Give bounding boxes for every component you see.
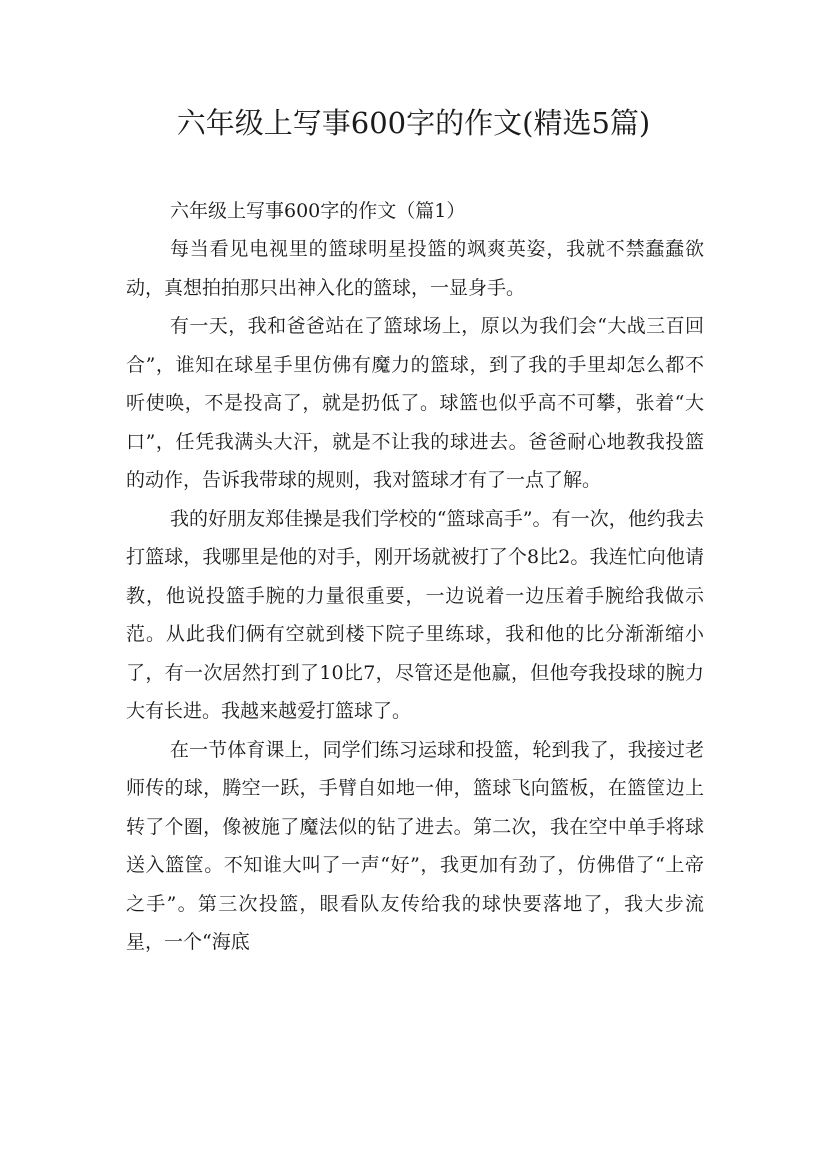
paragraph-2: 有一天，我和爸爸站在了篮球场上，原以为我们会“大战三百回合”，谁知在球星手里仿佛有魔力的篮球，到了我的手里却怎么都不听使唤，不是投高了，就是扔低了。球篮也似乎高不可攀，张着“大口”，任凭我满头大汗，就是不让我的球进去。爸爸耐心地教我投篮的动作，告诉我带球的规则，我对篮球才有了一点了解。 — [126, 315, 704, 491]
paragraph-1: 每当看见电视里的篮球明星投篮的飒爽英姿，我就不禁蠢蠢欲动，真想拍拍那只出神入化的篮球，一显身手。 — [126, 238, 704, 299]
document-title: 六年级上写事600字的作文(精选5篇) — [176, 106, 651, 140]
article-body — [126, 192, 704, 962]
paragraph-4: 在一节体育课上，同学们练习运球和投篮，轮到我了，我接过老师传的球，腾空一跃，手臂自如地一伸，篮球飞向篮板，在篮筐边上转了个圈，像被施了魔法似的钻了进去。第二次，我在空中单手将球送入篮筐。不知谁大叫了一声“好”，我更加有劲了，仿佛借了“上帝之手”。第三次投篮，眼看队友传给我的球快要落地了，我大步流星，一个“海底 — [126, 738, 704, 953]
paragraph-3: 我的好朋友郑佳操是我们学校的“篮球高手”。有一次，他约我去打篮球，我哪里是他的对手，刚开场就被打了个8比2。我连忙向他请教，他说投篮手腕的力量很重要，一边说着一边压着手腕给我做示范。从此我们俩有空就到楼下院子里练球，我和他的比分渐渐缩小了，有一次居然打到了10比7，尽管还是他赢，但他夸我投球的腕力大有长进。我越来越爱打篮球了。 — [126, 507, 704, 722]
section-heading: 六年级上写事600字的作文（篇1） — [170, 200, 466, 222]
